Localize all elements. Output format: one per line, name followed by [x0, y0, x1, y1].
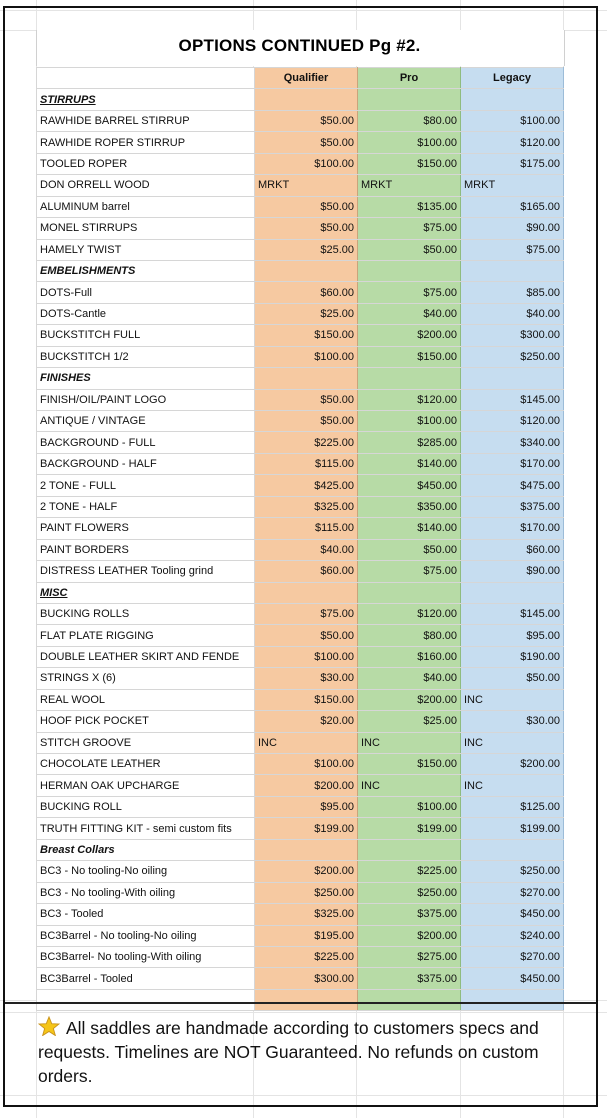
header-blank-cell — [37, 68, 255, 89]
table-row — [37, 668, 564, 689]
table-row — [37, 861, 564, 882]
legacy-price: $85.00 — [461, 282, 564, 303]
option-label: MONEL STIRRUPS — [37, 218, 255, 239]
table-row — [37, 432, 564, 453]
qualifier-price: $50.00 — [255, 389, 358, 410]
table-row — [37, 646, 564, 667]
option-label: HOOF PICK POCKET — [37, 711, 255, 732]
section-label — [37, 582, 255, 603]
table-row — [37, 239, 564, 260]
legacy-price: $50.00 — [461, 668, 564, 689]
legacy-price: $475.00 — [461, 475, 564, 496]
option-label: CHOCOLATE LEATHER — [37, 754, 255, 775]
option-label: 2 TONE - HALF — [37, 496, 255, 517]
option-label: ANTIQUE / VINTAGE — [37, 411, 255, 432]
pro-price: $200.00 — [358, 925, 461, 946]
option-label: HERMAN OAK UPCHARGE — [37, 775, 255, 796]
qualifier-price: MRKT — [255, 175, 358, 196]
qualifier-price: $25.00 — [255, 239, 358, 260]
legacy-cell — [461, 89, 564, 110]
legacy-price: $300.00 — [461, 325, 564, 346]
qualifier-price: $150.00 — [255, 689, 358, 710]
pro-cell — [358, 839, 461, 860]
qualifier-price: $425.00 — [255, 475, 358, 496]
section-label — [37, 89, 255, 110]
pro-price: $80.00 — [358, 110, 461, 131]
option-label: DOUBLE LEATHER SKIRT AND FENDE — [37, 646, 255, 667]
option-label: RAWHIDE BARREL STIRRUP — [37, 110, 255, 131]
pro-price: INC — [358, 732, 461, 753]
table-row — [37, 303, 564, 324]
legacy-cell — [461, 368, 564, 389]
qualifier-cell — [255, 260, 358, 281]
pro-price: $140.00 — [358, 453, 461, 474]
option-label: BUCKSTITCH FULL — [37, 325, 255, 346]
legacy-price: $90.00 — [461, 218, 564, 239]
pro-price: $375.00 — [358, 968, 461, 989]
pro-price: $75.00 — [358, 561, 461, 582]
legacy-price: $145.00 — [461, 603, 564, 624]
pro-price: $75.00 — [358, 218, 461, 239]
table-row — [37, 282, 564, 303]
footer-divider — [5, 1002, 596, 1004]
table-row — [37, 496, 564, 517]
legacy-price: INC — [461, 689, 564, 710]
qualifier-cell — [255, 839, 358, 860]
qualifier-price: $60.00 — [255, 282, 358, 303]
pro-price: $40.00 — [358, 303, 461, 324]
qualifier-price: $75.00 — [255, 603, 358, 624]
section-label-text: Breast Collars — [40, 843, 115, 856]
qualifier-price: $50.00 — [255, 625, 358, 646]
legacy-price: INC — [461, 775, 564, 796]
pro-price: $160.00 — [358, 646, 461, 667]
section-label-text: STIRRUPS — [40, 93, 96, 106]
options-table — [36, 67, 564, 1011]
legacy-price: $375.00 — [461, 496, 564, 517]
table-row — [37, 689, 564, 710]
qualifier-price: $30.00 — [255, 668, 358, 689]
legacy-price: $30.00 — [461, 711, 564, 732]
table-row — [37, 218, 564, 239]
legacy-price: $90.00 — [461, 561, 564, 582]
legacy-price: $340.00 — [461, 432, 564, 453]
section-label — [37, 368, 255, 389]
pro-price: $200.00 — [358, 689, 461, 710]
option-label: BACKGROUND - HALF — [37, 453, 255, 474]
option-label: HAMELY TWIST — [37, 239, 255, 260]
qualifier-price: $100.00 — [255, 646, 358, 667]
option-label: TOOLED ROPER — [37, 153, 255, 174]
table-row — [37, 754, 564, 775]
legacy-price: $250.00 — [461, 346, 564, 367]
legacy-price: $450.00 — [461, 904, 564, 925]
pro-price: $275.00 — [358, 946, 461, 967]
pro-price: $40.00 — [358, 668, 461, 689]
section-label-text: MISC — [40, 586, 68, 599]
pro-price: $285.00 — [358, 432, 461, 453]
pro-price: $100.00 — [358, 796, 461, 817]
table-row — [37, 346, 564, 367]
table-row — [37, 904, 564, 925]
qualifier-price: $225.00 — [255, 946, 358, 967]
option-label: BC3Barrel - No tooling-No oiling — [37, 925, 255, 946]
option-label: 2 TONE - FULL — [37, 475, 255, 496]
blank-row — [37, 989, 564, 1010]
pro-price: $120.00 — [358, 389, 461, 410]
qualifier-cell — [255, 582, 358, 603]
legacy-cell — [461, 989, 564, 1010]
table-row — [37, 518, 564, 539]
section-label-text: EMBELISHMENTS — [40, 265, 136, 278]
column-header-legacy: Legacy — [461, 68, 564, 89]
qualifier-price: $199.00 — [255, 818, 358, 839]
qualifier-price: $325.00 — [255, 904, 358, 925]
option-label: TRUTH FITTING KIT - semi custom fits — [37, 818, 255, 839]
qualifier-price: $50.00 — [255, 218, 358, 239]
star-icon — [38, 1016, 60, 1036]
table-row — [37, 968, 564, 989]
table-row — [37, 711, 564, 732]
pro-price: $200.00 — [358, 325, 461, 346]
legacy-price: $240.00 — [461, 925, 564, 946]
column-header-qualifier: Qualifier — [255, 68, 358, 89]
option-label: BUCKING ROLL — [37, 796, 255, 817]
section-header-row — [37, 839, 564, 860]
table-row — [37, 389, 564, 410]
qualifier-price: $250.00 — [255, 882, 358, 903]
option-label: PAINT FLOWERS — [37, 518, 255, 539]
qualifier-price: $150.00 — [255, 325, 358, 346]
table-header-row — [37, 68, 564, 89]
qualifier-price: $200.00 — [255, 861, 358, 882]
legacy-price: $100.00 — [461, 110, 564, 131]
qualifier-price: $225.00 — [255, 432, 358, 453]
option-label: FINISH/OIL/PAINT LOGO — [37, 389, 255, 410]
qualifier-price: $50.00 — [255, 196, 358, 217]
table-row — [37, 603, 564, 624]
pro-price: $375.00 — [358, 904, 461, 925]
qualifier-cell — [255, 368, 358, 389]
legacy-price: $165.00 — [461, 196, 564, 217]
table-row — [37, 110, 564, 131]
pro-price: $50.00 — [358, 239, 461, 260]
qualifier-price: $25.00 — [255, 303, 358, 324]
option-label: DOTS-Cantle — [37, 303, 255, 324]
qualifier-price: $50.00 — [255, 110, 358, 131]
pro-price: $100.00 — [358, 411, 461, 432]
column-header-pro: Pro — [358, 68, 461, 89]
pro-price: $150.00 — [358, 153, 461, 174]
legacy-price: $250.00 — [461, 861, 564, 882]
option-label: STRINGS X (6) — [37, 668, 255, 689]
section-header-row — [37, 368, 564, 389]
table-row — [37, 925, 564, 946]
table-row — [37, 153, 564, 174]
table-row — [37, 625, 564, 646]
legacy-price: INC — [461, 732, 564, 753]
table-row — [37, 325, 564, 346]
option-label: FLAT PLATE RIGGING — [37, 625, 255, 646]
legacy-cell — [461, 260, 564, 281]
legacy-price: $190.00 — [461, 646, 564, 667]
table-row — [37, 453, 564, 474]
qualifier-price: $200.00 — [255, 775, 358, 796]
legacy-cell — [461, 582, 564, 603]
option-label: PAINT BORDERS — [37, 539, 255, 560]
pro-price: $199.00 — [358, 818, 461, 839]
table-row — [37, 175, 564, 196]
legacy-price: $450.00 — [461, 968, 564, 989]
option-label: STITCH GROOVE — [37, 732, 255, 753]
page-title: OPTIONS CONTINUED Pg #2. — [178, 36, 421, 55]
section-header-row — [37, 260, 564, 281]
pro-cell — [358, 89, 461, 110]
section-header-row — [37, 582, 564, 603]
table-row — [37, 882, 564, 903]
qualifier-price: $195.00 — [255, 925, 358, 946]
table-row — [37, 196, 564, 217]
legacy-price: $270.00 — [461, 946, 564, 967]
pro-price: $140.00 — [358, 518, 461, 539]
qualifier-price: $300.00 — [255, 968, 358, 989]
qualifier-price: $325.00 — [255, 496, 358, 517]
legacy-price: $75.00 — [461, 239, 564, 260]
legacy-price: $200.00 — [461, 754, 564, 775]
footer-text: All saddles are handmade according to customers specs and requests. Timelines are NOT Guaranteed. No refunds on custom orders. — [38, 1018, 539, 1086]
option-label: DOTS-Full — [37, 282, 255, 303]
qualifier-price: $95.00 — [255, 796, 358, 817]
qualifier-price: $100.00 — [255, 153, 358, 174]
legacy-price: $145.00 — [461, 389, 564, 410]
legacy-price: $95.00 — [461, 625, 564, 646]
table-row — [37, 475, 564, 496]
pro-price: $25.00 — [358, 711, 461, 732]
option-label: BUCKSTITCH 1/2 — [37, 346, 255, 367]
pro-price: $250.00 — [358, 882, 461, 903]
legacy-cell — [461, 839, 564, 860]
pro-price: $135.00 — [358, 196, 461, 217]
qualifier-price: $100.00 — [255, 754, 358, 775]
footer-note — [38, 1016, 568, 1088]
legacy-price: $40.00 — [461, 303, 564, 324]
legacy-price: $170.00 — [461, 453, 564, 474]
table-row — [37, 796, 564, 817]
table-row — [37, 946, 564, 967]
option-label: BC3Barrel- No tooling-With oiling — [37, 946, 255, 967]
pro-cell — [358, 582, 461, 603]
table-row — [37, 732, 564, 753]
section-label-text: FINISHES — [40, 372, 91, 385]
pro-price: $350.00 — [358, 496, 461, 517]
legacy-price: MRKT — [461, 175, 564, 196]
qualifier-price: $20.00 — [255, 711, 358, 732]
qualifier-price: $50.00 — [255, 132, 358, 153]
table-row — [37, 539, 564, 560]
option-label: BACKGROUND - FULL — [37, 432, 255, 453]
pro-price: INC — [358, 775, 461, 796]
pro-price: $120.00 — [358, 603, 461, 624]
option-label: DISTRESS LEATHER Tooling grind — [37, 561, 255, 582]
table-row — [37, 818, 564, 839]
legacy-price: $170.00 — [461, 518, 564, 539]
option-label: BUCKING ROLLS — [37, 603, 255, 624]
qualifier-price: INC — [255, 732, 358, 753]
pro-price: $450.00 — [358, 475, 461, 496]
section-label — [37, 839, 255, 860]
pro-price: $80.00 — [358, 625, 461, 646]
table-row — [37, 411, 564, 432]
option-label: BC3 - No tooling-No oiling — [37, 861, 255, 882]
legacy-price: $270.00 — [461, 882, 564, 903]
legacy-price: $125.00 — [461, 796, 564, 817]
pro-price: $100.00 — [358, 132, 461, 153]
pro-cell — [358, 368, 461, 389]
blank-cell — [37, 989, 255, 1010]
qualifier-price: $115.00 — [255, 518, 358, 539]
pro-cell — [358, 260, 461, 281]
legacy-price: $120.00 — [461, 411, 564, 432]
qualifier-price: $40.00 — [255, 539, 358, 560]
pro-price: $150.00 — [358, 346, 461, 367]
legacy-price: $60.00 — [461, 539, 564, 560]
qualifier-price: $50.00 — [255, 411, 358, 432]
pro-price: $225.00 — [358, 861, 461, 882]
option-label: ALUMINUM barrel — [37, 196, 255, 217]
legacy-price: $199.00 — [461, 818, 564, 839]
qualifier-price: $60.00 — [255, 561, 358, 582]
section-label — [37, 260, 255, 281]
pro-price: $75.00 — [358, 282, 461, 303]
legacy-price: $175.00 — [461, 153, 564, 174]
option-label: BC3 - No tooling-With oiling — [37, 882, 255, 903]
table-row — [37, 561, 564, 582]
pro-cell — [358, 989, 461, 1010]
option-label: REAL WOOL — [37, 689, 255, 710]
qualifier-cell — [255, 989, 358, 1010]
table-row — [37, 132, 564, 153]
qualifier-price: $100.00 — [255, 346, 358, 367]
pro-price: $150.00 — [358, 754, 461, 775]
option-label: RAWHIDE ROPER STIRRUP — [37, 132, 255, 153]
legacy-price: $120.00 — [461, 132, 564, 153]
option-label: BC3Barrel - Tooled — [37, 968, 255, 989]
table-row — [37, 775, 564, 796]
qualifier-price: $115.00 — [255, 453, 358, 474]
pro-price: $50.00 — [358, 539, 461, 560]
pro-price: MRKT — [358, 175, 461, 196]
qualifier-cell — [255, 89, 358, 110]
section-header-row — [37, 89, 564, 110]
option-label: DON ORRELL WOOD — [37, 175, 255, 196]
option-label: BC3 - Tooled — [37, 904, 255, 925]
